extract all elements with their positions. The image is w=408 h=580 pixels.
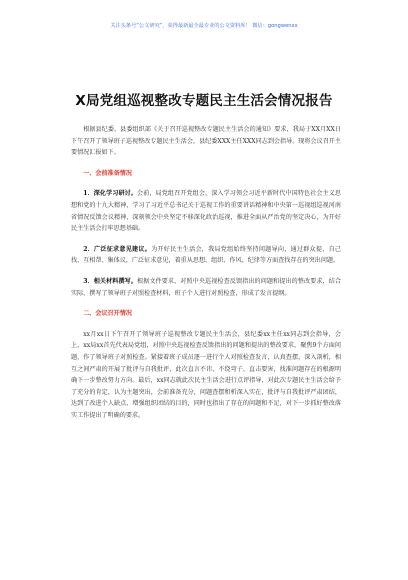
prep-item-label: 1．深化学习研讨。 (83, 190, 137, 198)
intro-paragraph: 根据县纪委、县委组织部《关于召开巡视整改专题民主生活会的通知》要求，我局于XX月XX日下午召开了领导班子巡视整改专题民主生活会，县纪委XXX主任XXX同志到会指导。现将会议召开主要情况汇报如下。 (71, 126, 341, 157)
meeting-paragraph: xx月xx日下午召开了领导班子巡视整改专题民主生活会，县纪委xx主任xx同志到会指导，会上，xx局xx首先代表局党组，对照中央巡视检查反馈指出的问题和提出的整改要求，聚焦9个方面问题，作了领导班子对照检查。紧接着班子成员逐一进行个人对照检查发言，认真查摆，深入剖析，相互之间严肃的开展了批评与自我批评，此次直言不讳、不绕弯子、直击要害，找准问题存在的根源明确下一步整改努力方向。最后，xx同志就此次民主生活会进行点评指导，对此次专题民主生活会给予了充分的肯定，认为主题突出，会前准备充分，问题查摆和析深入实在，批评与自我批评严肃团结，达到了改进个人缺点，增强组织团结的目的，同时也指出了存在的问题和不足，对下一步抓好整改落实工作提出了明确的要求。 (71, 330, 341, 419)
prep-item-label: 2．广泛征求意见建议。 (83, 245, 152, 253)
section-heading-preparation: 一、会前准备情况 (83, 169, 132, 177)
section-heading-meeting: 二、会议召开情况 (83, 310, 132, 318)
prep-item-text: 为开好民主生活会，我局党组始终坚持问题导向，通过群众提、自己找、互相帮、集体议，广泛征求意见，着重从思想、组织、作风、纪律等方面查找存在的突出问题。 (71, 245, 342, 265)
document-body (71, 124, 341, 421)
prep-item-text: 会前，局党组召开党组会，深入学习领会习近平新时代中国特色社会主义思想和党的十九大精神，学习了习近平总书记关于巡视工作的重要讲话精神和中央第一巡视组巡视河南省情况反馈会议精神，深刻领会中央坚定不移深化政治巡视，推进全面从严治党的坚定决心，为开好民主生活会打牢思想基础。 (71, 190, 341, 233)
prep-item-label: 3．相关材料撰写。 (83, 277, 137, 285)
prep-item-opinions (71, 244, 341, 267)
document-title: X局党组巡视整改专题民主生活会情况报告 (75, 93, 333, 109)
top-banner: 关注头条号“公文研究”，获得最新最全最专业的公文资料库！ 微信：gongwenxx (110, 23, 298, 29)
prep-item-study (71, 188, 341, 234)
prep-item-materials (71, 276, 341, 299)
prep-item-text: 根据文件要求，对照中央巡视检查反馈指出的问题和提出的整改要求，结合实际，撰写了领导班子对照检查材料，班子个人进行对照检查，形成了发言提纲。 (71, 277, 341, 297)
